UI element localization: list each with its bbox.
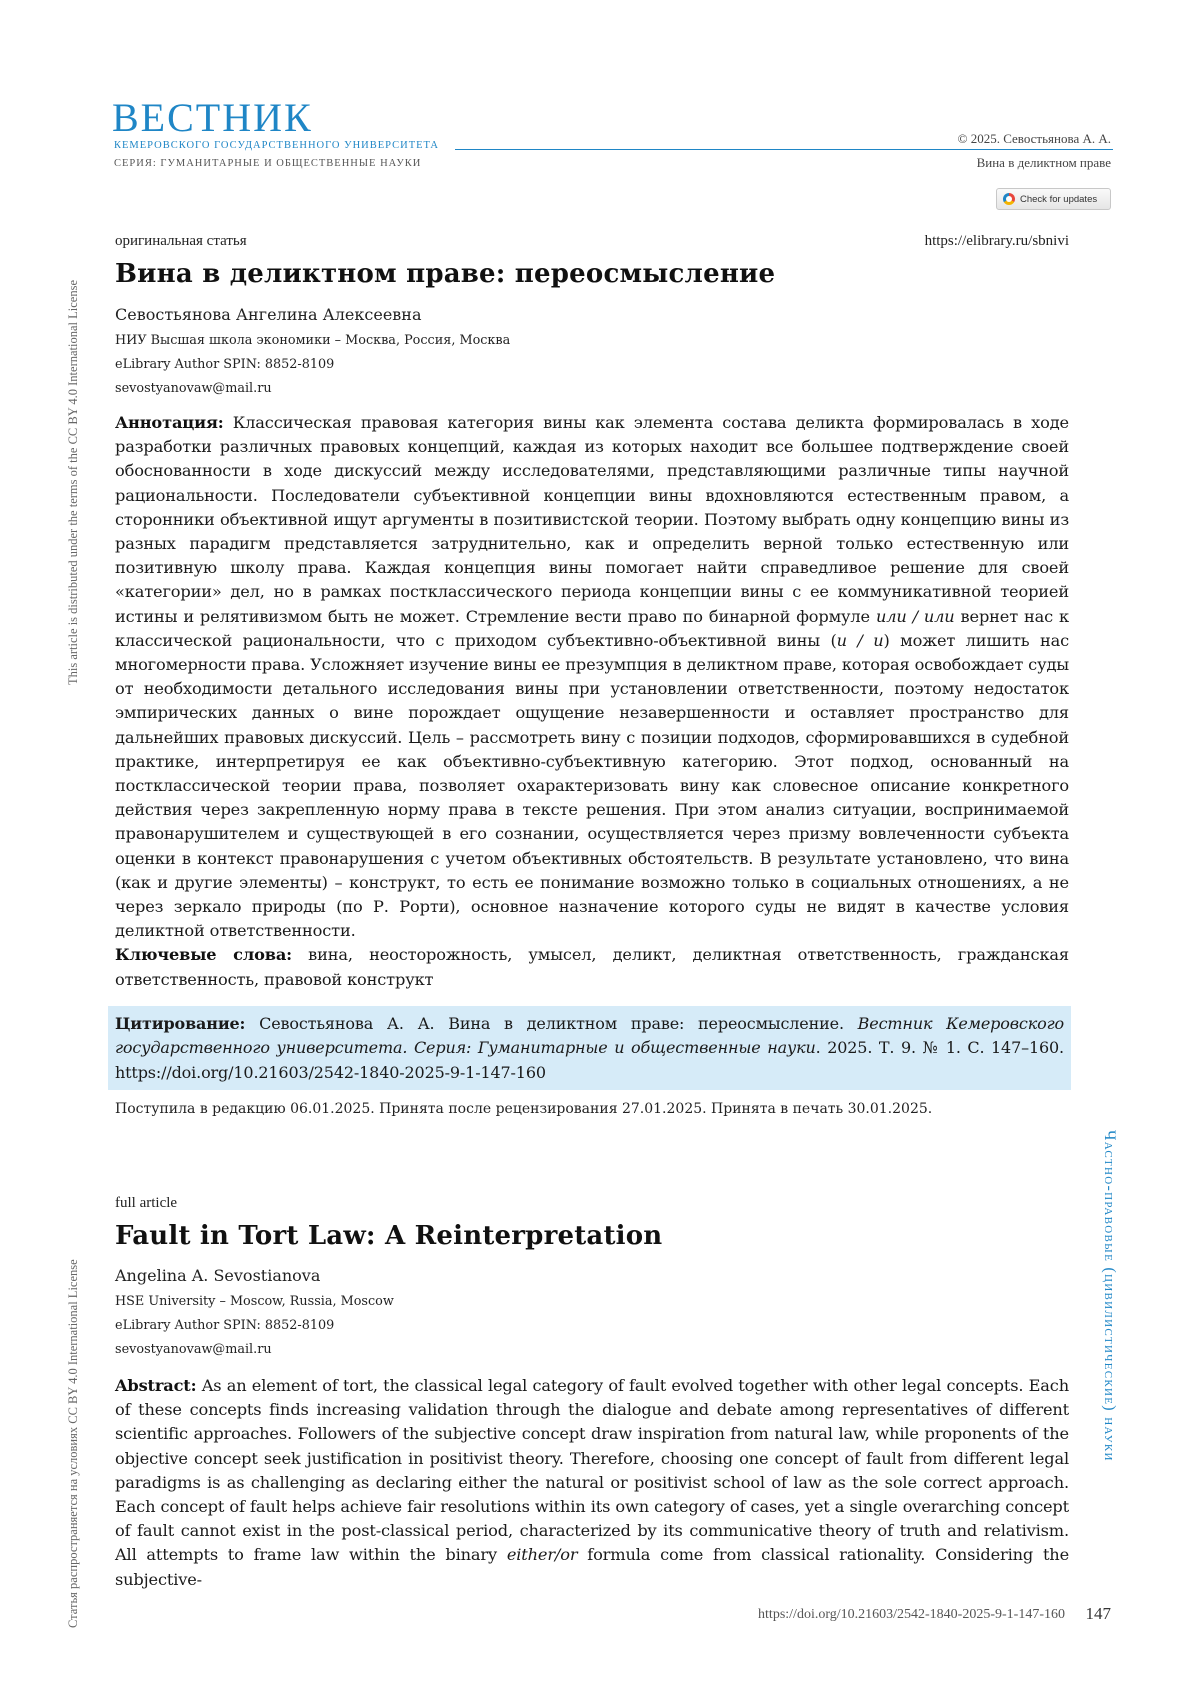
license-note-en: This article is distributed under the terms of the CC BY 4.0 International License (66, 280, 80, 685)
abstract-text-ru-2: вернет нас к классической рациональности, что с приходом субъективно-объективной вины ( (115, 606, 1069, 650)
spin-en: eLibrary Author SPIN: 8852-8109 (115, 1318, 335, 1333)
article-title-ru: Вина в деликтном праве: переосмысление (115, 259, 776, 289)
section-label: Частно-правовые (цивилистические) науки (1101, 1130, 1118, 1462)
abstract-en (115, 1374, 1069, 1592)
article-type-ru: оригинальная статья (115, 233, 247, 249)
header-divider (455, 149, 1113, 150)
citation-text-2: . 2025. Т. 9. № 1. С. 147–160. https://doi.org/10.21603/2542-1840-2025-9-1-147-160 (115, 1038, 1064, 1082)
copyright: © 2025. Севостьянова А. А. (957, 131, 1111, 146)
abstract-text-en-2: formula come from classical rationality. Considering the subjective- (115, 1545, 1069, 1589)
abstract-em-en-1: either/or (506, 1545, 578, 1565)
citation-label: Цитирование: (115, 1014, 246, 1033)
page-number: 147 (1085, 1604, 1111, 1623)
email-ru[interactable]: sevostyanovaw@mail.ru (115, 381, 272, 396)
citation-box (108, 1006, 1071, 1090)
journal-subtitle: КЕМЕРОВСКОГО ГОСУДАРСТВЕННОГО УНИВЕРСИТЕТА (114, 140, 440, 151)
author-ru: Севостьянова Ангелина Алексеевна (115, 305, 422, 324)
crossmark-icon (1003, 193, 1015, 205)
abstract-ru (115, 411, 1069, 992)
affiliation-ru: НИУ Высшая школа экономики – Москва, Россия, Москва (115, 333, 511, 348)
abstract-em-ru-1: или / или (875, 606, 955, 626)
abstract-em-ru-2: и / и (836, 630, 884, 650)
received-dates: Поступила в редакцию 06.01.2025. Принята после рецензирования 27.01.2025. Принята в печать 30.01.2025. (115, 1101, 933, 1117)
citation-text-1: Севостьянова А. А. Вина в деликтном праве: переосмысление. (259, 1014, 858, 1033)
check-updates-label: Check for updates (1020, 193, 1098, 205)
abstract-text-ru-3: ) может лишить нас многомерности права. Усложняет изучение вины ее презумпция в деликтном праве, которая освобождает суды от необходимости детального исследования вины при установлении ответственности, поэтому недостаток эмпирических данных о вине порождает ощущение незавершенности и оставляет пространство для дальнейших правовых дискуссий. Цель – рассмотреть вину с позиции подходов, сформировавшихся в судебной практике, интерпретируя ее как объективно-субъективную категорию. Этот подход, основанный на постклассической теории права, позволяет охарактеризовать вину как словесное описание конкретного действия через закрепленную норму права в тексте решения. При этом анализ ситуации, воспринимаемой правонарушителем и существующей в его сознании, осуществляется через призму вовлеченности субъекта оценки в контекст правонарушения с учетом объективных обстоятельств. В результате установлено, что вина (как и другие элементы) – конструкт, то есть ее понимание возможно только в социальных отношениях, а не через зеркало природы (по Р. Рорти), основное назначение которого суды не видят в качестве условия деликтной ответственности. (115, 630, 1069, 941)
spin-ru: eLibrary Author SPIN: 8852-8109 (115, 357, 335, 372)
email-en[interactable]: sevostyanovaw@mail.ru (115, 1342, 272, 1357)
check-updates-button[interactable] (996, 188, 1111, 210)
keywords-label: Ключевые слова: (115, 945, 292, 965)
abstract-text-en-1: As an element of tort, the classical legal category of fault evolved together with other legal concepts. Each of these concepts finds increasing validation through the dialogue and debate among representatives of different scientific approaches. Followers of the subjective concept draw inspiration from natural law, while proponents of the objective concept seek justification in positivist theory. Therefore, choosing one concept of fault from different legal paradigms is as challenging as declaring either the natural or positivist school of law as the sole correct approach. Each concept of fault helps achieve fair resolutions within its own category of cases, yet a single overarching concept of fault cannot exist in the post-classical period, characterized by its communicative theory of truth and relativism. All attempts to frame law within the binary (115, 1376, 1069, 1565)
elibrary-link[interactable]: https://elibrary.ru/sbnivi (924, 233, 1069, 249)
keywords: вина, неосторожность, умысел, деликт, деликтная ответственность, гражданская ответственность, правовой конструкт (115, 945, 1069, 989)
journal-series: СЕРИЯ: ГУМАНИТАРНЫЕ И ОБЩЕСТВЕННЫЕ НАУКИ (114, 158, 422, 169)
abstract-text-ru-1: Классическая правовая категория вины как элемента состава деликта формировалась в ходе разработки различных правовых концепций, каждая из которых находит все большее подтверждение своей обоснованности в ходе дискуссий между исследователями, представляющими различные типы научной рациональности. Последователи субъективной концепции вины вдохновляются естественным правом, а сторонники объективной ищут аргументы в позитивистской теории. Поэтому выбрать одну концепцию вины из разных парадигм представляется затруднительно, как и определить верной только естественную или позитивную школу права. Каждая концепция вины помогает найти справедливое решение для своей «категории» дел, но в рамках постклассического периода концепции вины с ее коммуникативной теорией истины и релятивизмом быть не может. Стремление вести право по бинарной формуле (115, 413, 1069, 626)
citation-journal: Вестник Кемеровского государственного университета. Серия: Гуманитарные и общественные науки (115, 1014, 1064, 1058)
affiliation-en: HSE University – Moscow, Russia, Moscow (115, 1294, 394, 1309)
running-title: Вина в деликтном праве (976, 155, 1111, 170)
license-note-ru: Статья распространяется на условиях CC BY 4.0 International License (66, 1259, 80, 1628)
abstract-label-ru: Аннотация: (115, 413, 224, 432)
journal-title: ВЕСТНИК (112, 95, 313, 140)
article-type-en: full article (115, 1195, 178, 1211)
author-en: Angelina A. Sevostianova (115, 1266, 321, 1285)
footer-doi[interactable]: https://doi.org/10.21603/2542-1840-2025-9-1-147-160 (758, 1607, 1065, 1622)
article-title-en: Fault in Tort Law: A Reinterpretation (115, 1221, 663, 1251)
abstract-label-en: Abstract: (115, 1376, 197, 1395)
